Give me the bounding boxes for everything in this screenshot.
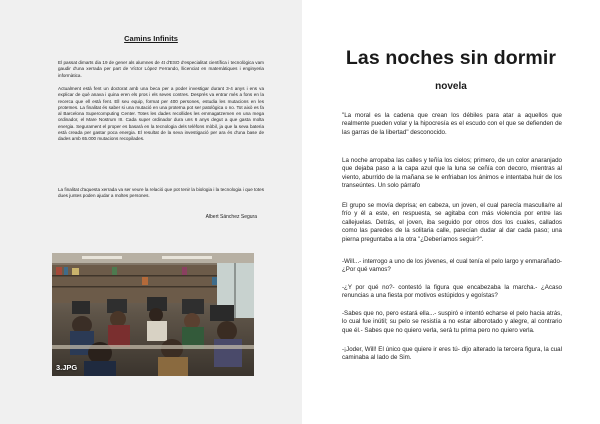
- classroom-photo: [52, 253, 254, 376]
- novel-paragraph-5: -Sabes que no, pero estará ella...- suspiró e intentó echarse el pelo hacia atrás, lo cual fue inútil; su pelo se resistía a no estar alborotado y alegre, al contrario que él.- Sabes que no quiero verla, será tu prima pero no quiero verla.: [342, 310, 562, 334]
- article-title: Camins Infinits: [124, 34, 178, 43]
- article-paragraph-3: La finalitat d'aquesta xerrada va ser veure la relació que pot tenir la biologia i la tecnologia i que totes dues juntes poden ajudar a moltes persones.: [58, 187, 264, 199]
- article-paragraph-2: Actualment està fent un doctorat amb una beca per a poder investigar durant 3-4 anys i ens va explicar de què anava i quina eren els pros i els seves contres. Després va entrar més a fons en la recerca que ell està fent. Ell seu equip, format per 400 persones, estudia les mutacions en les proteïnes. La finalitat és saber si una mutació en una proteïna pot ser patològica o no. Tot això es fa al Barcelona Supercomputing Center. Totes les dades recollides les emmagatzemen en una mega ordinador, el Mare Nostrum III. Cada super ordinador dura uns 6 anys degut a que gasta molta energia. Segurament el proper es basarà en la tecnologia dels telèfons mòbil, ja que la seva bateria està creada per gastar poca energia. El resultat de la seva investigació per ara és d'una base de dades amb 65.000 mutacions recopilades.: [58, 86, 264, 142]
- article-author: Albert Sánchez Segura: [205, 214, 257, 220]
- right-page: [302, 0, 600, 424]
- novel-epigraph: "La moral es la cadena que crean los débiles para atar a aquellos que realmente pueden volar y la hipocresía es el escudo con el que se defienden de las garras de la libertad" desconocido.: [342, 112, 562, 136]
- photo-caption: 3.JPG: [56, 363, 78, 372]
- novel-subtitle: novela: [435, 81, 467, 92]
- classroom-photo-image: [52, 253, 254, 376]
- novel-paragraph-1: La noche arropaba las calles y teñía los cielos; primero, de un color anaranjado que dejaba paso a la capa azul que la luna se ceñía con decoro, mientras al viento, aburrido de la mañana se le enfriaban los ánimos e intentaba huir de los transeúntes. Un solo párrafo: [342, 157, 562, 190]
- novel-paragraph-4: -¿Y por qué no?- contestó la figura que encabezaba la marcha.- ¿Acaso renuncias a una fiesta por motivos estúpidos y egoístas?: [342, 284, 562, 300]
- novel-paragraph-6: -¡Joder, Will! El único que quiere ir eres tú- dijo alterado la tercera figura, la cual caminaba al lado de Sim.: [342, 346, 562, 362]
- novel-paragraph-3: -Will...- interrogo a uno de los jóvenes, el cual tenía el pelo largo y enmarañado- ¿Por qué vamos?: [342, 258, 562, 274]
- novel-paragraph-2: El grupo se movía deprisa; en cabeza, un joven, el cual parecía masculla/re al frío y él a este, en respuesta, se agitaba con más violencia por entre las callejuelas. Detrás, el joven, iba seguido por otros dos los cuales, callados como las paredes de la solitaria calle, parecían dudar al dar cada paso; una pierna preguntaba a la otra "¿Deberíamos seguir?".: [342, 202, 562, 243]
- novel-title: Las noches sin dormir: [345, 47, 557, 69]
- article-paragraph-1: El passat dimarts dia 19 de gener als alumnes de 4t d'ESO d'especialitat científica i tecnològica vam gaudir d'una xerrada per part de Víctor López Ferrando, llicenciat en matemàtiques i enginyeria informàtica.: [58, 60, 264, 78]
